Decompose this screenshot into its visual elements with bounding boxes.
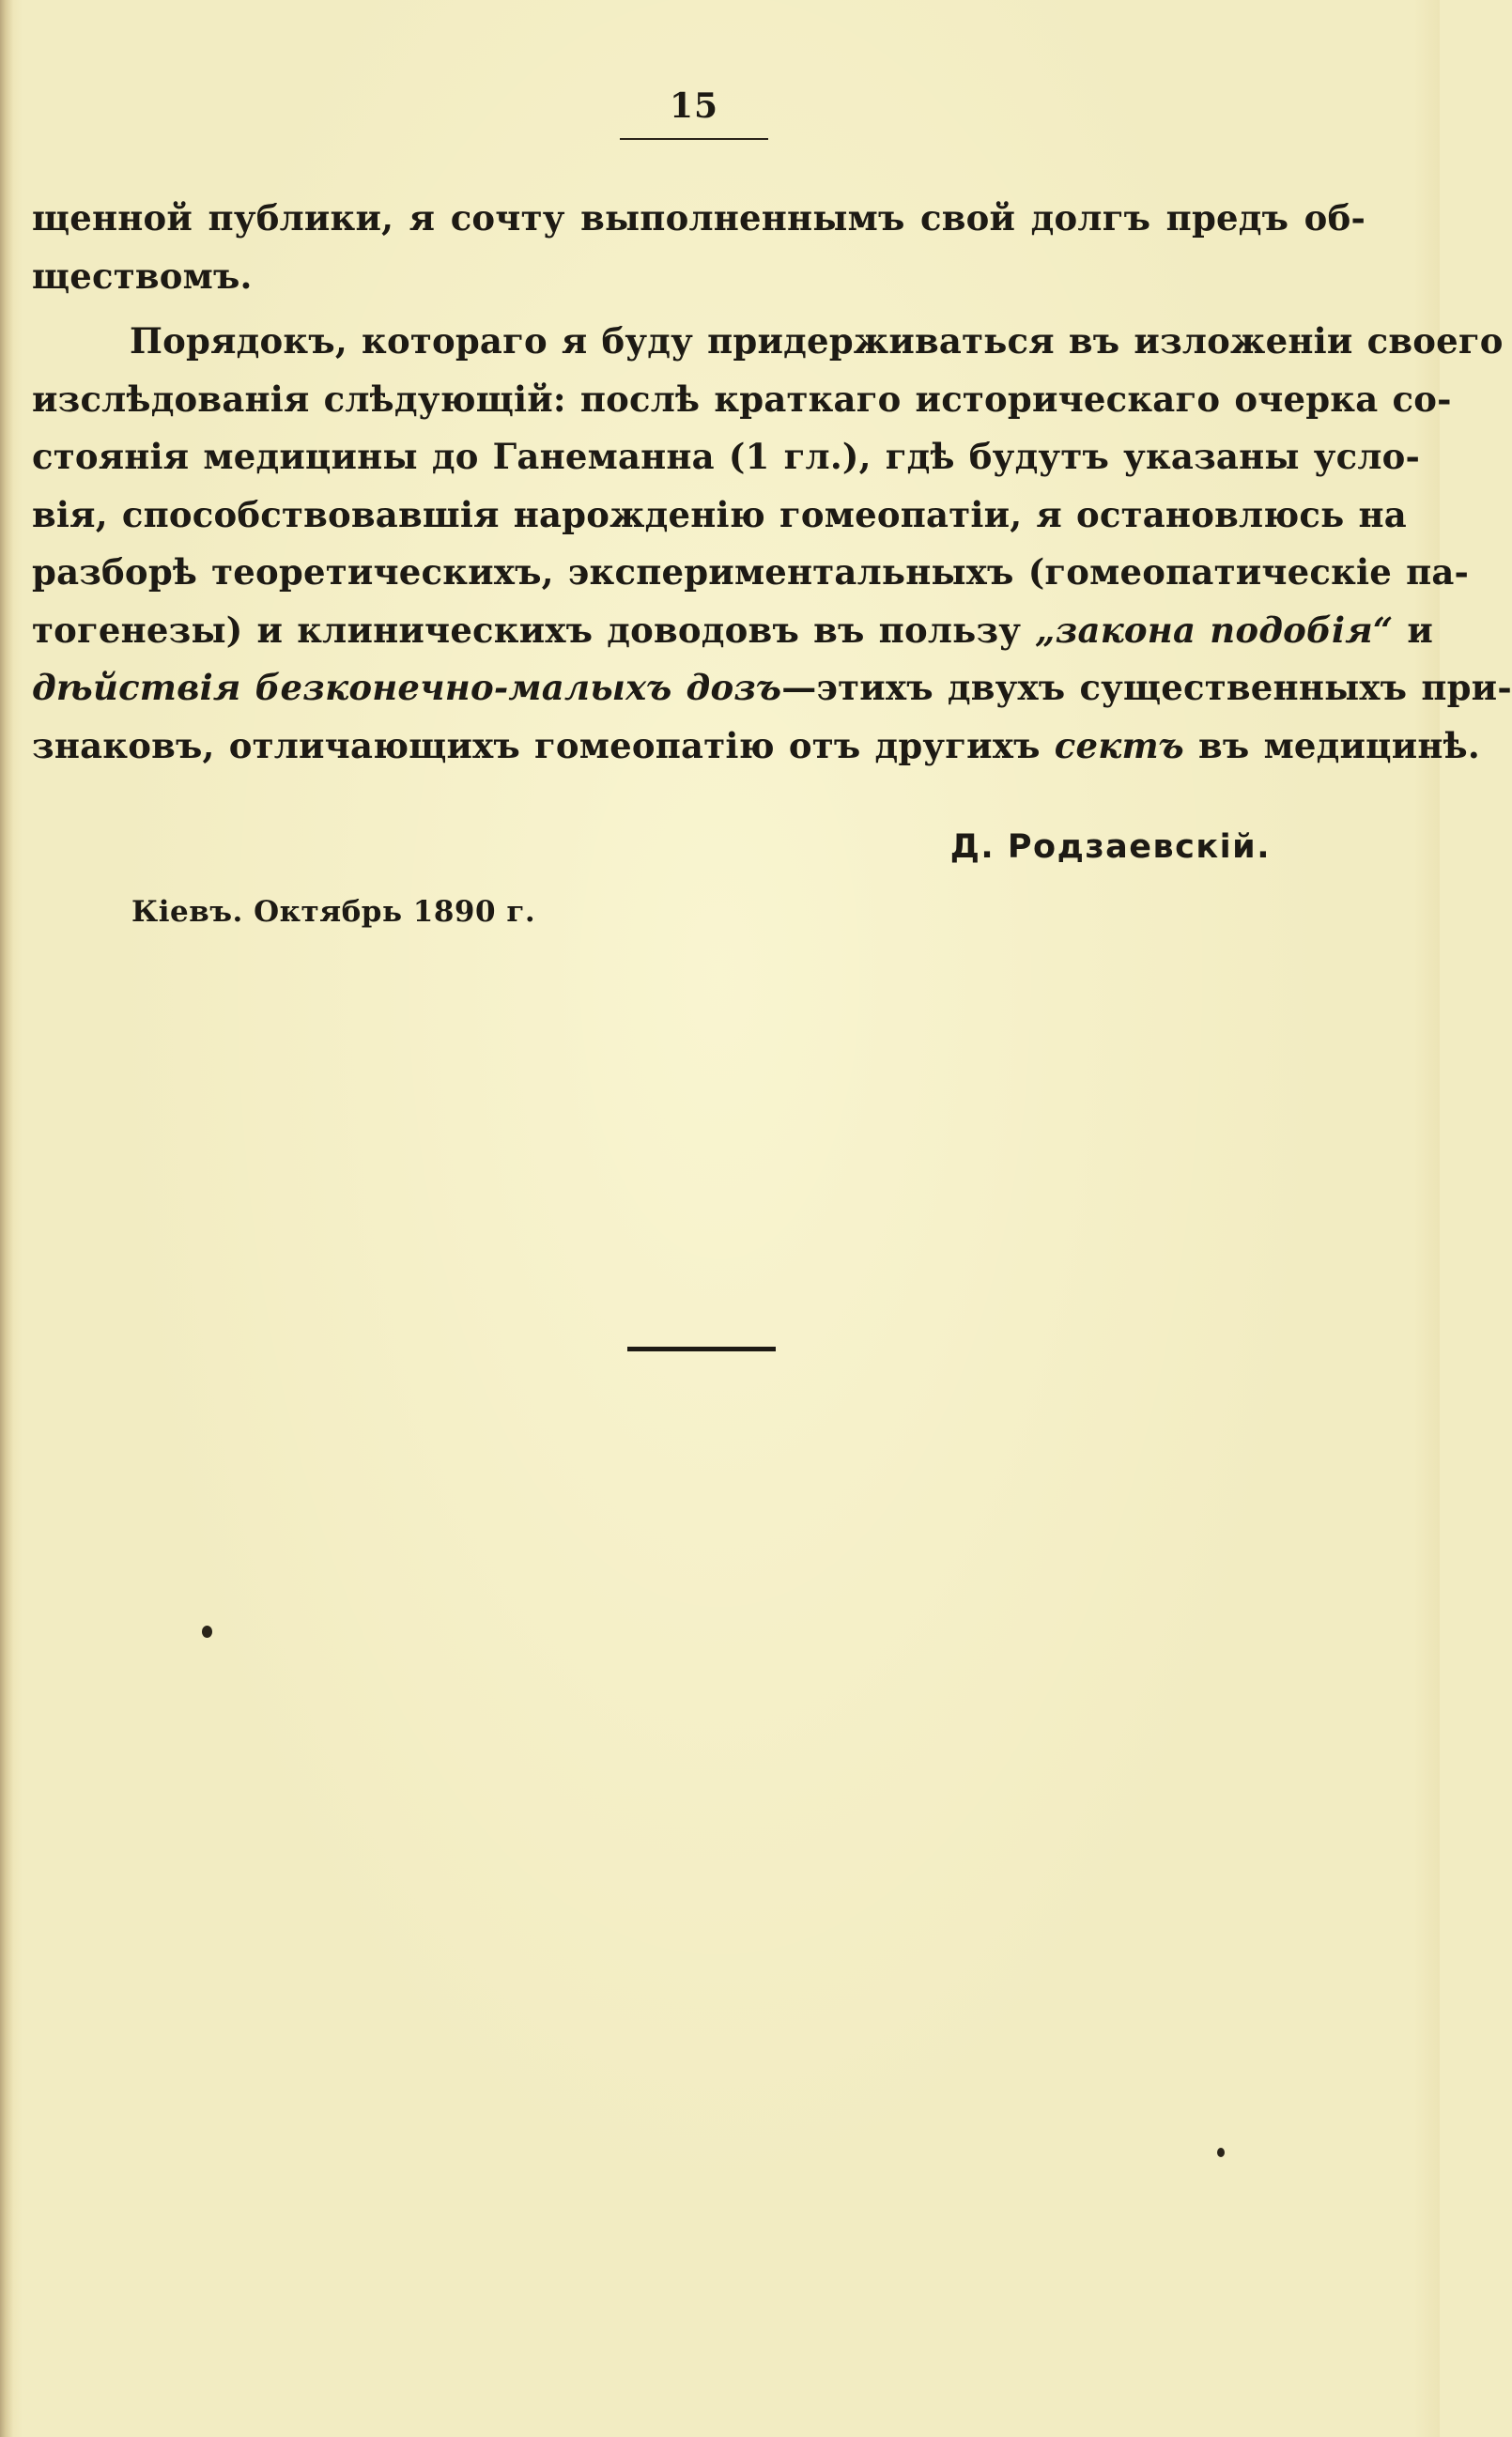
- text-segment: знаковъ, отличающихъ гомеопатiю отъ другихъ: [32, 724, 1055, 766]
- text-line: вiя, способствовавшiя нарожденiю гомеопатiи, я остановлюсь на: [32, 493, 1407, 535]
- text-line: [32, 602, 1434, 660]
- italic-phrase-law-of-similars: „закона подобiя“: [1035, 609, 1394, 651]
- paragraph-outline: [32, 313, 1512, 775]
- text-line: стоянiя медицины до Ганеманна (1 гл.), гдѣ будутъ указаны усло-: [32, 436, 1421, 477]
- text-line: [32, 717, 1480, 776]
- ink-speck: [202, 1626, 212, 1638]
- ink-speck: [1217, 2148, 1225, 2157]
- place-and-date: Кiевъ. Октябрь 1890 г.: [131, 895, 536, 929]
- paragraph-continuation: [32, 190, 1365, 305]
- text-segment: въ медицинѣ.: [1183, 724, 1480, 766]
- text-line: щенной публики, я сочту выполненнымъ свой долгъ предъ об-: [32, 197, 1365, 239]
- text-line: ществомъ.: [32, 254, 253, 297]
- italic-word-sects: сектъ: [1054, 724, 1184, 766]
- section-end-rule: [627, 1347, 776, 1351]
- text-line: изслѣдованiя слѣдующiй: послѣ краткаго историческаго очерка со-: [32, 378, 1452, 420]
- text-segment: тогенезы) и клиническихъ доводовъ въ пользу: [32, 609, 1036, 651]
- text-line: разборѣ теоретическихъ, экспериментальныхъ (гомеопатическiе па-: [32, 551, 1470, 593]
- text-segment: —этихъ двухъ существенныхъ при-: [781, 667, 1512, 708]
- author-signature: Д. Родзаевскiй.: [949, 828, 1271, 866]
- text-line: Порядокъ, котораго я буду придерживаться въ изложенiи своего: [130, 320, 1504, 362]
- page-number: 15: [669, 86, 719, 126]
- italic-phrase-infinitesimal-doses: дѣйствiя безконечно-малыхъ дозъ: [32, 667, 782, 708]
- text-segment: и: [1393, 609, 1434, 651]
- page-number-rule: [620, 138, 768, 140]
- text-line: [32, 659, 1512, 717]
